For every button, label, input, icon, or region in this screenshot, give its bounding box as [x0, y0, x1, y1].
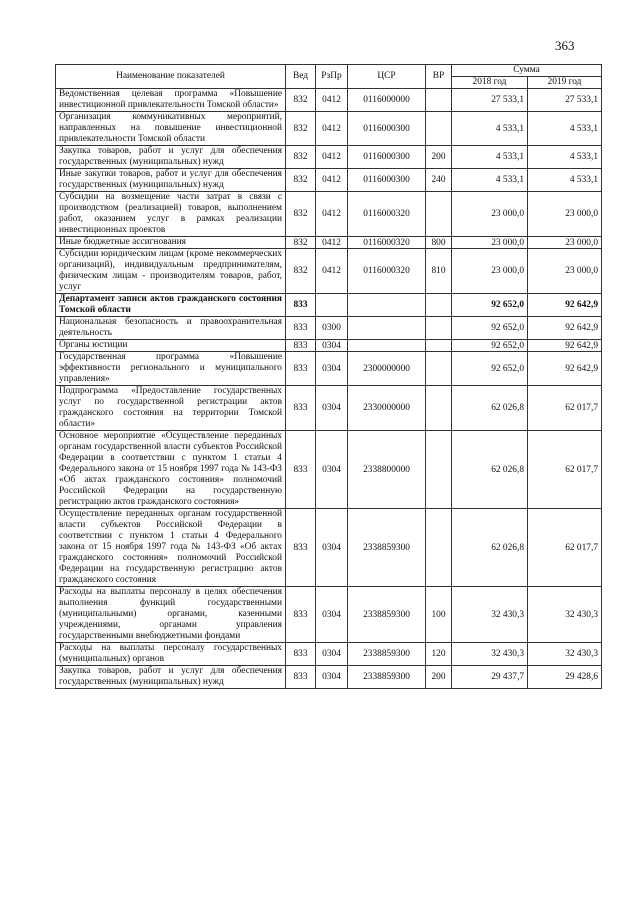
cell-ved: 833: [286, 431, 316, 509]
cell-rzpr: 0412: [316, 249, 348, 294]
cell-rzpr: 0304: [316, 352, 348, 386]
cell-name: Закупка товаров, работ и услуг для обеспечения государственных (муниципальных) нужд: [56, 146, 286, 169]
table-row: [56, 352, 602, 386]
cell-name: Национальная безопасность и правоохранительная деятельность: [56, 317, 286, 340]
cell-name: Расходы на выплаты персоналу в целях обеспечения выполнения функций государственными (муниципальными) органами, казенными учреждениями, органами управления государственными внебюджетными фондами: [56, 587, 286, 643]
cell-csr: [348, 340, 426, 352]
cell-ved: 833: [286, 587, 316, 643]
cell-2018: 23 000,0: [452, 237, 528, 249]
cell-rzpr: 0300: [316, 317, 348, 340]
table-row: [56, 146, 602, 169]
cell-csr: 2338859300: [348, 509, 426, 587]
table-body: [56, 89, 602, 689]
cell-2018: 32 430,3: [452, 587, 528, 643]
cell-rzpr: 0304: [316, 587, 348, 643]
cell-rzpr: 0412: [316, 192, 348, 237]
cell-rzpr: 0412: [316, 112, 348, 146]
cell-rzpr: 0304: [316, 509, 348, 587]
cell-2018: 92 652,0: [452, 317, 528, 340]
budget-table: [55, 64, 602, 689]
cell-vr: 240: [426, 169, 452, 192]
cell-2019: 4 533,1: [528, 112, 602, 146]
cell-rzpr: 0304: [316, 340, 348, 352]
cell-2018: 92 652,0: [452, 340, 528, 352]
cell-csr: [348, 317, 426, 340]
table-row: [56, 192, 602, 237]
table-row: [56, 237, 602, 249]
header-vr: ВР: [426, 65, 452, 89]
cell-name: Подпрограмма «Предоставление государственных услуг по государственной регистрации актов гражданского состояния на территории Томской области»: [56, 386, 286, 431]
cell-csr: 0116000320: [348, 192, 426, 237]
table-row: [56, 112, 602, 146]
cell-2018: 27 533,1: [452, 89, 528, 112]
cell-rzpr: 0412: [316, 169, 348, 192]
cell-ved: 832: [286, 249, 316, 294]
header-sum: Сумма: [452, 65, 602, 77]
cell-2018: 23 000,0: [452, 192, 528, 237]
cell-rzpr: [316, 294, 348, 317]
cell-2019: 4 533,1: [528, 146, 602, 169]
cell-vr: [426, 509, 452, 587]
cell-ved: 832: [286, 89, 316, 112]
cell-ved: 833: [286, 294, 316, 317]
cell-2018: 62 026,8: [452, 509, 528, 587]
cell-name: Закупка товаров, работ и услуг для обеспечения государственных (муниципальных) нужд: [56, 666, 286, 689]
cell-2018: 92 652,0: [452, 352, 528, 386]
cell-vr: 810: [426, 249, 452, 294]
cell-csr: 2300000000: [348, 352, 426, 386]
cell-csr: 2338859300: [348, 666, 426, 689]
header-year-2019: 2019 год: [528, 77, 602, 89]
cell-rzpr: 0304: [316, 431, 348, 509]
cell-ved: 833: [286, 666, 316, 689]
cell-2018: 4 533,1: [452, 146, 528, 169]
cell-rzpr: 0412: [316, 146, 348, 169]
cell-name: Ведомственная целевая программа «Повышение инвестиционной привлекательности Томской области»: [56, 89, 286, 112]
cell-2018: 29 437,7: [452, 666, 528, 689]
cell-vr: [426, 89, 452, 112]
cell-2019: 62 017,7: [528, 509, 602, 587]
cell-2019: 92 642,9: [528, 340, 602, 352]
table-row: [56, 386, 602, 431]
table-row: [56, 317, 602, 340]
cell-ved: 832: [286, 112, 316, 146]
cell-csr: 2338800000: [348, 431, 426, 509]
cell-2019: 23 000,0: [528, 249, 602, 294]
cell-2019: 32 430,3: [528, 643, 602, 666]
cell-vr: [426, 192, 452, 237]
cell-name: Субсидии на возмещение части затрат в связи с производством (реализацией) товаров, выполнением работ, оказанием услуг в рамках реализации инвестиционных проектов: [56, 192, 286, 237]
cell-2019: 62 017,7: [528, 386, 602, 431]
table-row: [56, 587, 602, 643]
table-row: [56, 340, 602, 352]
cell-ved: 833: [286, 340, 316, 352]
page-number: 363: [555, 38, 575, 53]
cell-vr: [426, 340, 452, 352]
cell-2018: 4 533,1: [452, 112, 528, 146]
cell-csr: 0116000300: [348, 169, 426, 192]
cell-2019: 62 017,7: [528, 431, 602, 509]
header-csr: ЦСР: [348, 65, 426, 89]
cell-2019: 32 430,3: [528, 587, 602, 643]
cell-2018: 32 430,3: [452, 643, 528, 666]
table-row: [56, 666, 602, 689]
cell-2019: 92 642,9: [528, 294, 602, 317]
cell-vr: 120: [426, 643, 452, 666]
table-row: [56, 249, 602, 294]
cell-name: Организация коммуникативных мероприятий, направленных на повышение инвестиционной привлекательности Томской области: [56, 112, 286, 146]
cell-csr: 0116000000: [348, 89, 426, 112]
cell-csr: [348, 294, 426, 317]
cell-csr: 2330000000: [348, 386, 426, 431]
cell-csr: 2338859300: [348, 587, 426, 643]
cell-ved: 832: [286, 237, 316, 249]
cell-ved: 833: [286, 386, 316, 431]
cell-vr: [426, 386, 452, 431]
cell-2019: 29 428,6: [528, 666, 602, 689]
header-name: Наименование показателей: [56, 65, 286, 89]
cell-vr: 800: [426, 237, 452, 249]
cell-2018: 62 026,8: [452, 431, 528, 509]
table-row: [56, 89, 602, 112]
cell-csr: 0116000320: [348, 237, 426, 249]
cell-ved: 833: [286, 643, 316, 666]
cell-rzpr: 0412: [316, 89, 348, 112]
header-ved: Вед: [286, 65, 316, 89]
table-row: [56, 294, 602, 317]
cell-csr: 2338859300: [348, 643, 426, 666]
cell-name: Департамент записи актов гражданского состояния Томской области: [56, 294, 286, 317]
table-row: [56, 509, 602, 587]
cell-vr: [426, 352, 452, 386]
cell-name: Осуществление переданных органам государственной власти субъектов Российской Федерации в соответствии с пунктом 1 статьи 4 Федерального закона от 15 ноября 1997 года № 143-ФЗ «Об актах гражданского состояния» полномочий Российской Федерации на государственную регистрацию актов гражданского состояния: [56, 509, 286, 587]
cell-csr: 0116000320: [348, 249, 426, 294]
cell-vr: [426, 294, 452, 317]
cell-2019: 4 533,1: [528, 169, 602, 192]
cell-vr: 100: [426, 587, 452, 643]
cell-ved: 833: [286, 352, 316, 386]
cell-2019: 27 533,1: [528, 89, 602, 112]
cell-ved: 832: [286, 169, 316, 192]
cell-2019: 92 642,9: [528, 352, 602, 386]
table-row: [56, 169, 602, 192]
cell-2019: 23 000,0: [528, 237, 602, 249]
cell-csr: 0116000300: [348, 146, 426, 169]
cell-rzpr: 0412: [316, 237, 348, 249]
cell-name: Расходы на выплаты персоналу государственных (муниципальных) органов: [56, 643, 286, 666]
cell-name: Государственная программа «Повышение эффективности регионального и муниципального управления»: [56, 352, 286, 386]
cell-rzpr: 0304: [316, 666, 348, 689]
cell-name: Органы юстиции: [56, 340, 286, 352]
cell-name: Основное мероприятие «Осуществление переданных органам государственной власти субъектов Российской Федерации в соответствии с пунктом 1 статьи 4 Федерального закона от 15 ноября 1997 года № 143-ФЗ «Об актах гражданского состояния» полномочий Российской Федерации на государственную регистрацию актов гражданского состояния»: [56, 431, 286, 509]
cell-vr: [426, 431, 452, 509]
cell-vr: 200: [426, 146, 452, 169]
cell-vr: [426, 317, 452, 340]
cell-ved: 832: [286, 192, 316, 237]
header-year-2018: 2018 год: [452, 77, 528, 89]
cell-2019: 23 000,0: [528, 192, 602, 237]
table-row: [56, 643, 602, 666]
cell-name: Иные бюджетные ассигнования: [56, 237, 286, 249]
cell-ved: 833: [286, 317, 316, 340]
cell-ved: 832: [286, 146, 316, 169]
header-rzpr: РзПр: [316, 65, 348, 89]
cell-ved: 833: [286, 509, 316, 587]
cell-2019: 92 642,9: [528, 317, 602, 340]
cell-rzpr: 0304: [316, 643, 348, 666]
cell-vr: 200: [426, 666, 452, 689]
cell-2018: 4 533,1: [452, 169, 528, 192]
cell-name: Субсидии юридическим лицам (кроме некоммерческих организаций), индивидуальным предпринимателям, физическим лицам - производителям товаров, работ, услуг: [56, 249, 286, 294]
cell-csr: 0116000300: [348, 112, 426, 146]
cell-2018: 23 000,0: [452, 249, 528, 294]
cell-2018: 62 026,8: [452, 386, 528, 431]
cell-name: Иные закупки товаров, работ и услуг для обеспечения государственных (муниципальных) нужд: [56, 169, 286, 192]
cell-2018: 92 652,0: [452, 294, 528, 317]
cell-rzpr: 0304: [316, 386, 348, 431]
cell-vr: [426, 112, 452, 146]
table-row: [56, 431, 602, 509]
